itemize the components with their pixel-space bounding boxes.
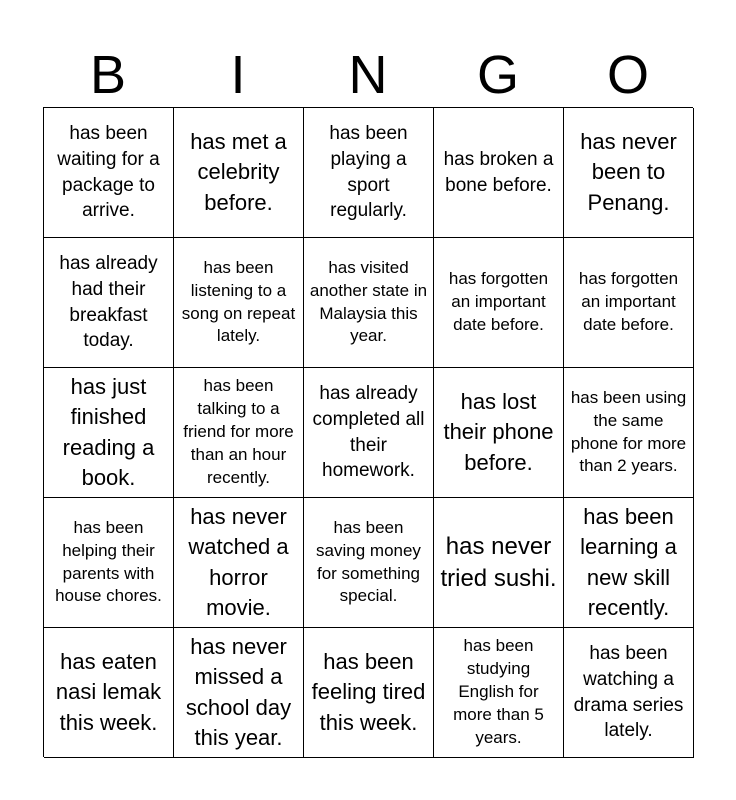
bingo-cell[interactable]: has been feeling tired this week. bbox=[304, 628, 434, 758]
header-letter-b: B bbox=[89, 45, 127, 105]
bingo-cell[interactable]: has been playing a sport regularly. bbox=[304, 108, 434, 238]
header-letter-n: N bbox=[348, 45, 388, 105]
bingo-cell[interactable]: has never missed a school day this year. bbox=[174, 628, 304, 758]
bingo-cell[interactable]: has never tried sushi. bbox=[434, 498, 564, 628]
bingo-cell[interactable]: has been talking to a friend for more than an hour recently. bbox=[174, 368, 304, 498]
bingo-cell[interactable]: has already completed all their homework. bbox=[304, 368, 434, 498]
bingo-cell[interactable]: has been studying English for more than 5 years. bbox=[434, 628, 564, 758]
header-letter-i: I bbox=[230, 45, 246, 105]
bingo-cell[interactable]: has eaten nasi lemak this week. bbox=[44, 628, 174, 758]
bingo-cell[interactable]: has been helping their parents with house chores. bbox=[44, 498, 174, 628]
bingo-cell[interactable]: has lost their phone before. bbox=[434, 368, 564, 498]
bingo-cell[interactable]: has been using the same phone for more than 2 years. bbox=[564, 368, 694, 498]
bingo-cell[interactable]: has forgotten an important date before. bbox=[434, 238, 564, 368]
bingo-cell[interactable]: has been learning a new skill recently. bbox=[564, 498, 694, 628]
bingo-cell[interactable]: has broken a bone before. bbox=[434, 108, 564, 238]
bingo-cell[interactable]: has been watching a drama series lately. bbox=[564, 628, 694, 758]
bingo-cell[interactable]: has already had their breakfast today. bbox=[44, 238, 174, 368]
bingo-cell[interactable]: has been saving money for something special. bbox=[304, 498, 434, 628]
bingo-cell[interactable]: has forgotten an important date before. bbox=[564, 238, 694, 368]
bingo-cell[interactable]: has never been to Penang. bbox=[564, 108, 694, 238]
bingo-cell[interactable]: has been listening to a song on repeat lately. bbox=[174, 238, 304, 368]
bingo-cell[interactable]: has met a celebrity before. bbox=[174, 108, 304, 238]
bingo-header bbox=[43, 44, 693, 106]
bingo-cell[interactable]: has been waiting for a package to arrive. bbox=[44, 108, 174, 238]
header-letter-g: G bbox=[476, 45, 519, 105]
bingo-cell[interactable]: has visited another state in Malaysia this year. bbox=[304, 238, 434, 368]
header-letter-o: O bbox=[606, 45, 649, 105]
bingo-cell[interactable]: has never watched a horror movie. bbox=[174, 498, 304, 628]
bingo-cell[interactable]: has just finished reading a book. bbox=[44, 368, 174, 498]
bingo-board bbox=[43, 107, 693, 757]
